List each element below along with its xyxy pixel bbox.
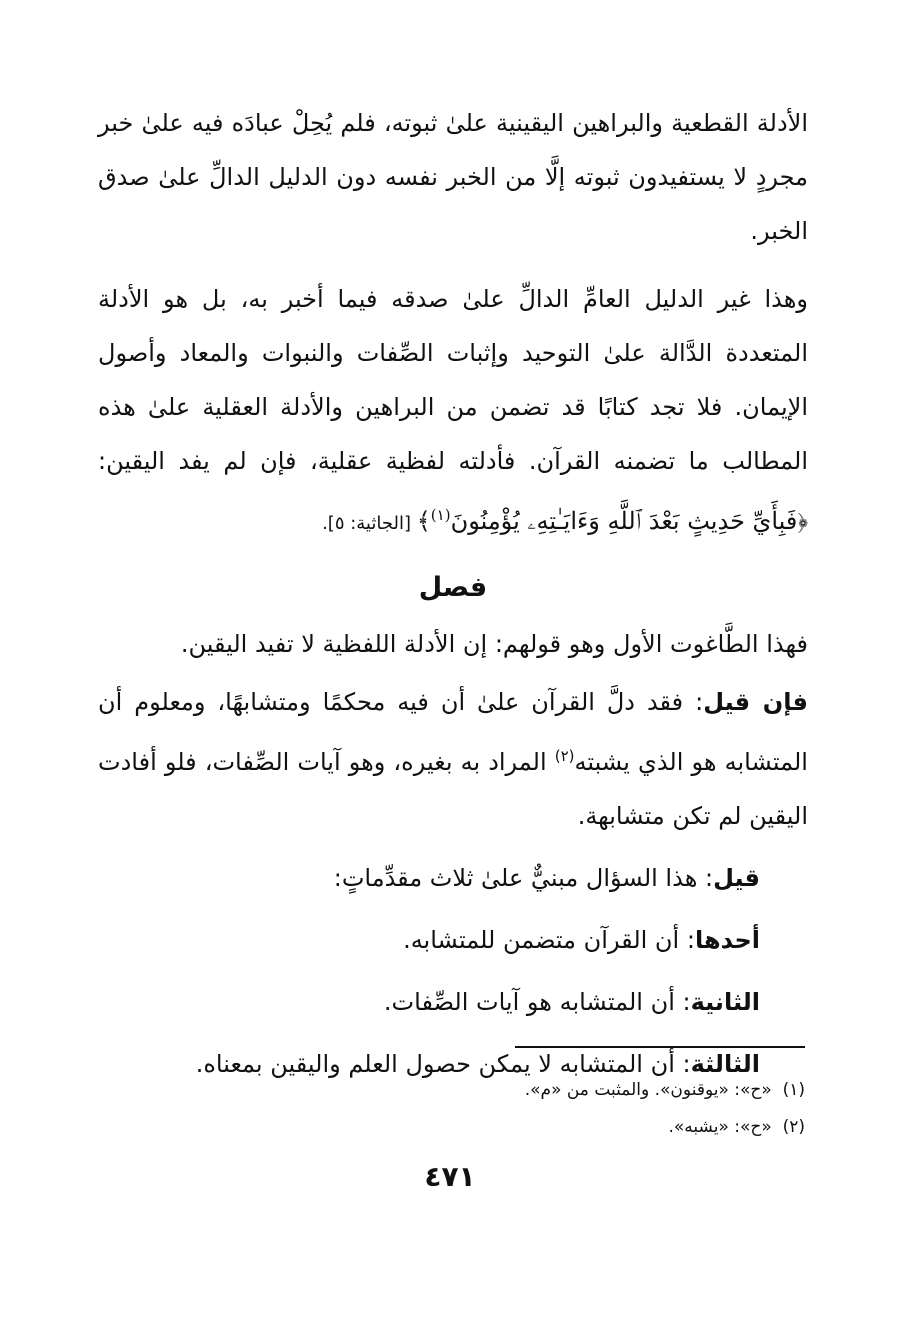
paragraph-4-text-b: المراد به بغيره، وهو آيات الصِّفات، فلو أفادت اليقين لم تكن متشابهة. (98, 748, 808, 830)
quran-close-bracket: ﴾ (416, 507, 431, 535)
paragraph-6-lead: أحدها (694, 926, 760, 954)
paragraph-8-lead: الثالثة (690, 1050, 760, 1078)
page-number: ٤٧١ (424, 1160, 476, 1193)
paragraph-2-text: وهذا غير الدليل العامِّ الدالِّ علىٰ صدقه فيما أخبر به، بل هو الأدلة المتعددة الدَّالة علىٰ التوحيد وإثبات الصِّفات والنبوات والمعاد وأصول الإيمان. فلا تجد كتابًا قد تضمن من البراهين والأدلة العقلية علىٰ هذه المطالب ما تضمنه القرآن. فأدلته لفظية عقلية، فإن لم يفد اليقين: (98, 285, 808, 475)
paragraph-5 (98, 851, 808, 905)
paragraph-6 (98, 913, 808, 967)
paragraph-6-text: : أن القرآن متضمن للمتشابه. (403, 926, 695, 954)
paragraph-5-text: : هذا السؤال مبنيٌّ علىٰ ثلاث مقدِّماتٍ: (333, 864, 714, 892)
main-text (98, 96, 808, 1091)
footnote-1-mark: (١) (782, 1080, 805, 1100)
paragraph-7 (98, 975, 808, 1029)
paragraph-4 (98, 675, 808, 843)
quran-verse-text: ﴿فَبِأَيِّ حَدِيثٍ بَعْدَ ٱللَّهِ وَءَايَـٰتِهِۦ يُؤْمِنُونَ (450, 507, 808, 535)
footnote-2-mark: (٢) (782, 1117, 805, 1137)
quran-verse (417, 507, 808, 535)
verse-reference: [الجاثية: ٥]. (322, 513, 417, 534)
section-heading: فصل (418, 572, 488, 603)
footnote-2 (669, 1117, 806, 1137)
footnote-marker-2: (٢) (554, 747, 575, 765)
paragraph-7-text: : أن المتشابه هو آيات الصِّفات. (383, 988, 691, 1016)
paragraph-3: فهذا الطَّاغوت الأول وهو قولهم: إن الأدلة اللفظية لا تفيد اليقين. (180, 630, 808, 658)
paragraph-4-text-a: : فقد دلَّ القرآن علىٰ أن فيه محكمًا ومتشابهًا، ومعلوم أن المتشابه هو الذي يشبته (98, 688, 808, 776)
footnote-divider (515, 1046, 805, 1048)
footnote-1 (525, 1080, 805, 1100)
paragraph-5-lead: قيل (713, 864, 760, 892)
paragraph-7-lead: الثانية (690, 988, 760, 1016)
paragraph-4-lead: فإن قيل (703, 688, 809, 716)
paragraph-8-text: : أن المتشابه لا يمكن حصول العلم واليقين بمعناه. (195, 1050, 691, 1078)
footnote-marker-1: (١) (430, 506, 451, 524)
paragraph-2 (98, 272, 808, 551)
footnote-1-text: «ح»: «يوقنون». والمثبت من «م». (524, 1080, 772, 1100)
paragraph-1: الأدلة القطعية والبراهين اليقينية علىٰ ثبوته، فلم يُحِلْ عبادَه فيه علىٰ خبر مجردٍ لا يستفيدون ثبوته إلَّا من الخبر نفسه دون الدليل الدالِّ علىٰ صدق الخبر. (98, 109, 808, 245)
footnote-2-text: «ح»: «يشبه». (668, 1117, 772, 1137)
